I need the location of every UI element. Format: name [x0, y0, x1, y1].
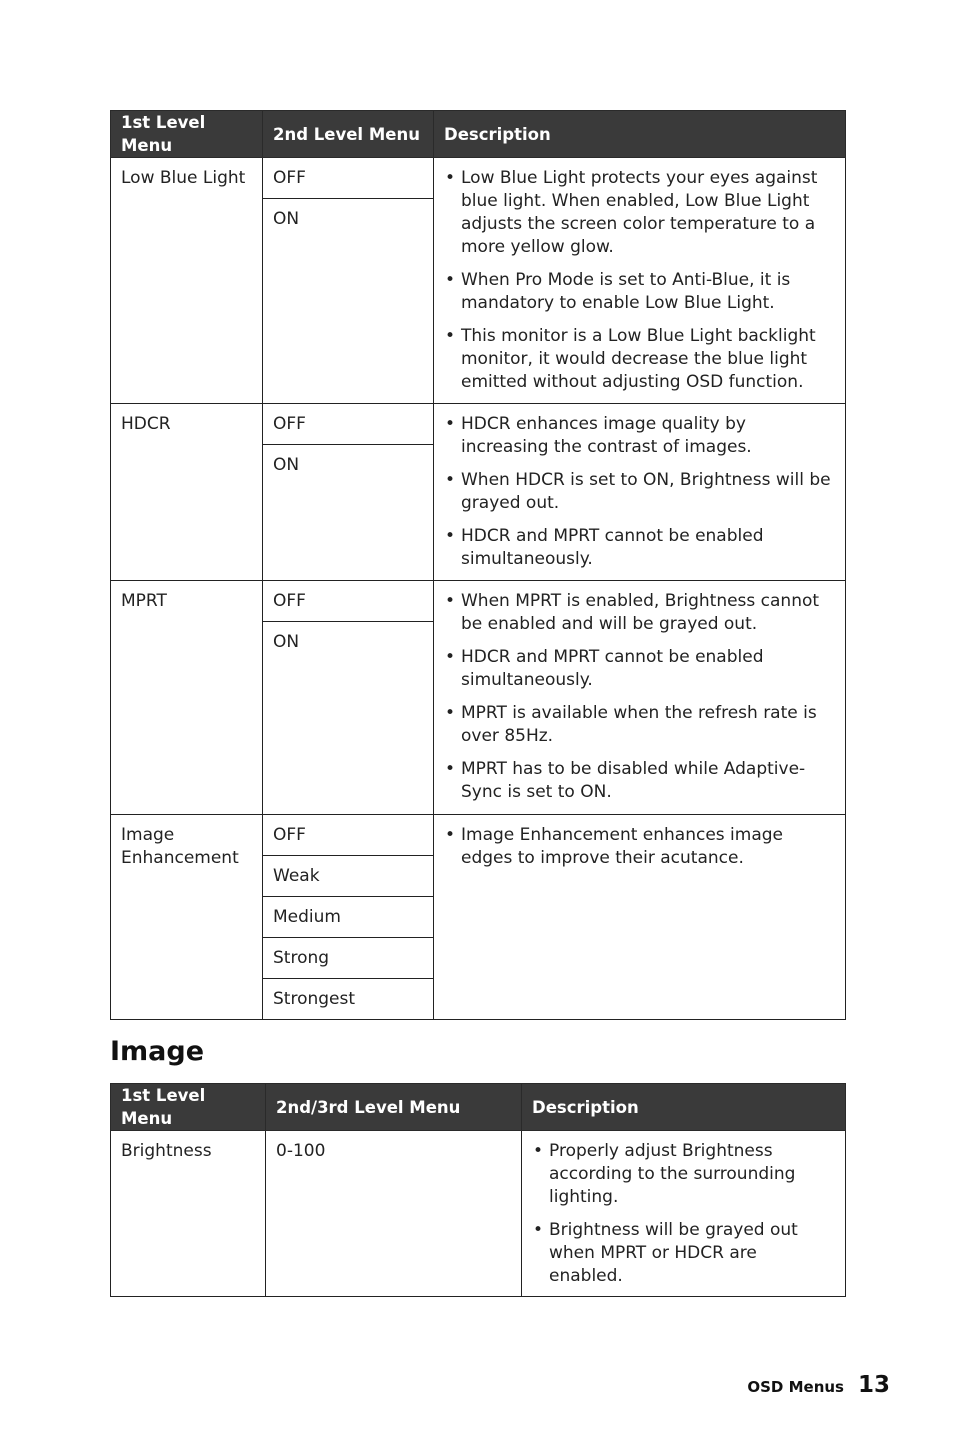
osd-table-1 [110, 110, 846, 1020]
option-cell: OFF [263, 581, 434, 622]
footer-section-label: OSD Menus [747, 1378, 844, 1396]
table-row [111, 581, 846, 622]
description-bullet: • Image Enhancement enhances image edges to improve their acutance. [444, 824, 835, 870]
description-bullet: • Low Blue Light protects your eyes against blue light. When enabled, Low Blue Light adjusts the screen color temperature to a more yellow glow. [444, 167, 835, 259]
description-bullet: • HDCR and MPRT cannot be enabled simultaneously. [444, 525, 835, 571]
option-cell: ON [263, 622, 434, 815]
header-2nd-level: 2nd Level Menu [263, 111, 434, 158]
table-row [111, 404, 846, 445]
description-bullet: • MPRT is available when the refresh rate is over 85Hz. [444, 702, 835, 748]
menu-name-brightness: Brightness [111, 1131, 266, 1297]
option-cell: Medium [263, 897, 434, 938]
table-row [111, 1131, 846, 1297]
menu-name-low-blue-light: Low Blue Light [111, 158, 263, 404]
menu-name-hdcr: HDCR [111, 404, 263, 581]
description-cell [434, 581, 846, 815]
option-cell: Weak [263, 856, 434, 897]
header-1st-level: 1st Level Menu [111, 1084, 266, 1131]
table-row [111, 158, 846, 199]
option-cell: Strongest [263, 979, 434, 1020]
header-description: Description [522, 1084, 846, 1131]
option-cell: OFF [263, 158, 434, 199]
option-cell: ON [263, 445, 434, 581]
option-cell: ON [263, 199, 434, 404]
page-number: 13 [857, 1372, 890, 1398]
description-bullet: • Brightness will be grayed out when MPRT or HDCR are enabled. [532, 1219, 835, 1288]
description-cell [434, 404, 846, 581]
description-cell [434, 815, 846, 1020]
description-bullet: • When Pro Mode is set to Anti-Blue, it is mandatory to enable Low Blue Light. [444, 269, 835, 315]
description-bullet: • Properly adjust Brightness according to the surrounding lighting. [532, 1140, 835, 1209]
table-row [111, 815, 846, 856]
menu-name-mprt: MPRT [111, 581, 263, 815]
image-table [110, 1083, 846, 1297]
header-2nd-3rd-level: 2nd/3rd Level Menu [266, 1084, 522, 1131]
description-bullet: • When HDCR is set to ON, Brightness will be grayed out. [444, 469, 835, 515]
option-cell: OFF [263, 815, 434, 856]
description-bullet: • HDCR and MPRT cannot be enabled simultaneously. [444, 646, 835, 692]
option-cell: OFF [263, 404, 434, 445]
option-cell: Strong [263, 938, 434, 979]
description-bullet: • HDCR enhances image quality by increasing the contrast of images. [444, 413, 835, 459]
header-description: Description [434, 111, 846, 158]
section-title: Image [110, 1036, 205, 1067]
header-1st-level: 1st Level Menu [111, 111, 263, 158]
description-bullet: • MPRT has to be disabled while Adaptive-Sync is set to ON. [444, 758, 835, 804]
table-header-row [111, 1084, 846, 1131]
page-footer [747, 1372, 890, 1398]
menu-name-image-enhancement: Image Enhancement [111, 815, 263, 1020]
description-bullet: • This monitor is a Low Blue Light backlight monitor, it would decrease the blue light emitted without adjusting OSD function. [444, 325, 835, 394]
description-bullet: • When MPRT is enabled, Brightness cannot be enabled and will be grayed out. [444, 590, 835, 636]
value-range-cell: 0-100 [266, 1131, 522, 1297]
description-cell [434, 158, 846, 404]
description-cell [522, 1131, 846, 1297]
table-header-row [111, 111, 846, 158]
